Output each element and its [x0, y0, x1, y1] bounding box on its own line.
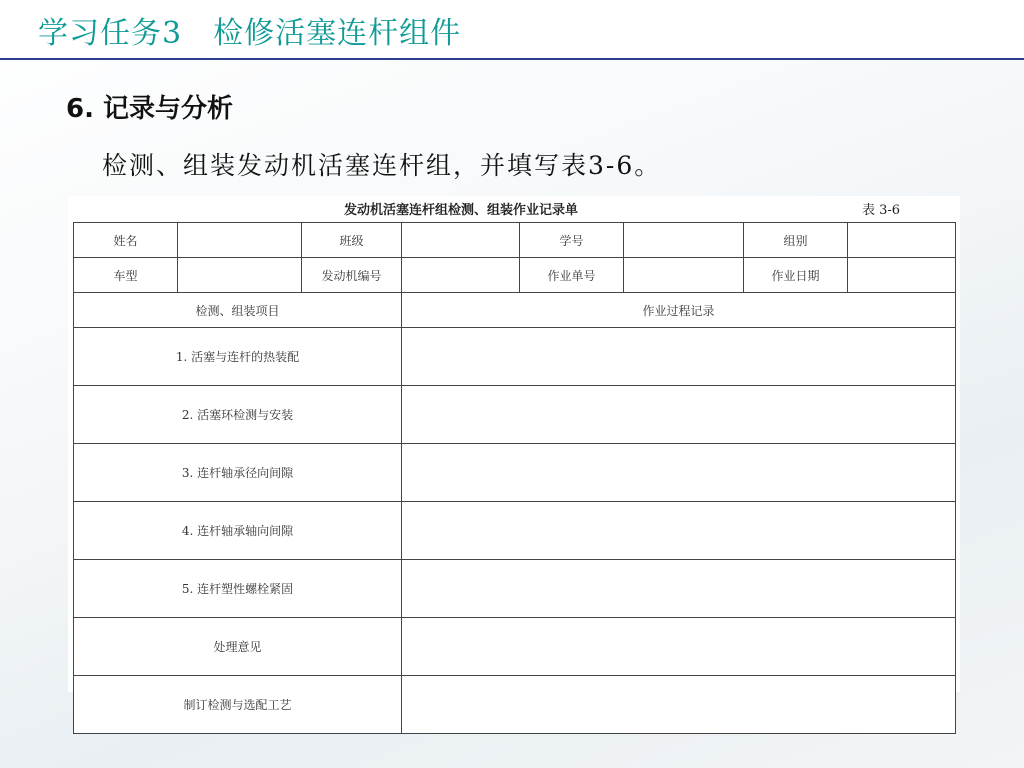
record-field[interactable] — [402, 618, 956, 676]
student-id-label: 学号 — [520, 223, 624, 258]
vehicle-model-label: 车型 — [74, 258, 178, 293]
item-label: 1. 活塞与连杆的热装配 — [74, 328, 402, 386]
item-label: 3. 连杆轴承径向间隙 — [74, 444, 402, 502]
table-number: 表 3-6 — [862, 203, 901, 218]
item-label: 5. 连杆塑性螺栓紧固 — [74, 560, 402, 618]
table-row — [74, 386, 956, 444]
engine-number-field[interactable] — [402, 258, 520, 293]
work-date-field[interactable] — [848, 258, 956, 293]
engine-number-label: 发动机编号 — [302, 258, 402, 293]
title-divider — [0, 58, 1024, 60]
record-column-header: 作业过程记录 — [402, 293, 956, 328]
items-column-header: 检测、组装项目 — [74, 293, 402, 328]
record-table — [73, 222, 956, 734]
table-row — [74, 328, 956, 386]
table-row — [74, 618, 956, 676]
item-label: 2. 活塞环检测与安装 — [74, 386, 402, 444]
work-order-field[interactable] — [624, 258, 744, 293]
work-order-label: 作业单号 — [520, 258, 624, 293]
info-row — [74, 258, 956, 293]
student-id-field[interactable] — [624, 223, 744, 258]
class-field[interactable] — [402, 223, 520, 258]
record-field[interactable] — [402, 386, 956, 444]
group-label: 组别 — [744, 223, 848, 258]
sheet-caption: 发动机活塞连杆组检测、组装作业记录单 — [344, 203, 579, 218]
record-field[interactable] — [402, 328, 956, 386]
name-label: 姓名 — [74, 223, 178, 258]
class-label: 班级 — [302, 223, 402, 258]
vehicle-model-field[interactable] — [178, 258, 302, 293]
record-field[interactable] — [402, 444, 956, 502]
name-field[interactable] — [178, 223, 302, 258]
group-field[interactable] — [848, 223, 956, 258]
item-label: 处理意见 — [74, 618, 402, 676]
instruction-text: 检测、组装发动机活塞连杆组，并填写表3-6。 — [102, 151, 662, 180]
info-row — [74, 223, 956, 258]
record-field[interactable] — [402, 502, 956, 560]
table-row — [74, 676, 956, 734]
table-row — [74, 502, 956, 560]
item-label: 4. 连杆轴承轴向间隙 — [74, 502, 402, 560]
table-row — [74, 444, 956, 502]
work-date-label: 作业日期 — [744, 258, 848, 293]
table-row — [74, 560, 956, 618]
record-field[interactable] — [402, 560, 956, 618]
slide-title: 学习任务3 检修活塞连杆组件 — [38, 16, 462, 51]
section-heading: 6. 记录与分析 — [66, 94, 234, 124]
table-header-row — [74, 293, 956, 328]
record-field[interactable] — [402, 676, 956, 734]
item-label: 制订检测与选配工艺 — [74, 676, 402, 734]
